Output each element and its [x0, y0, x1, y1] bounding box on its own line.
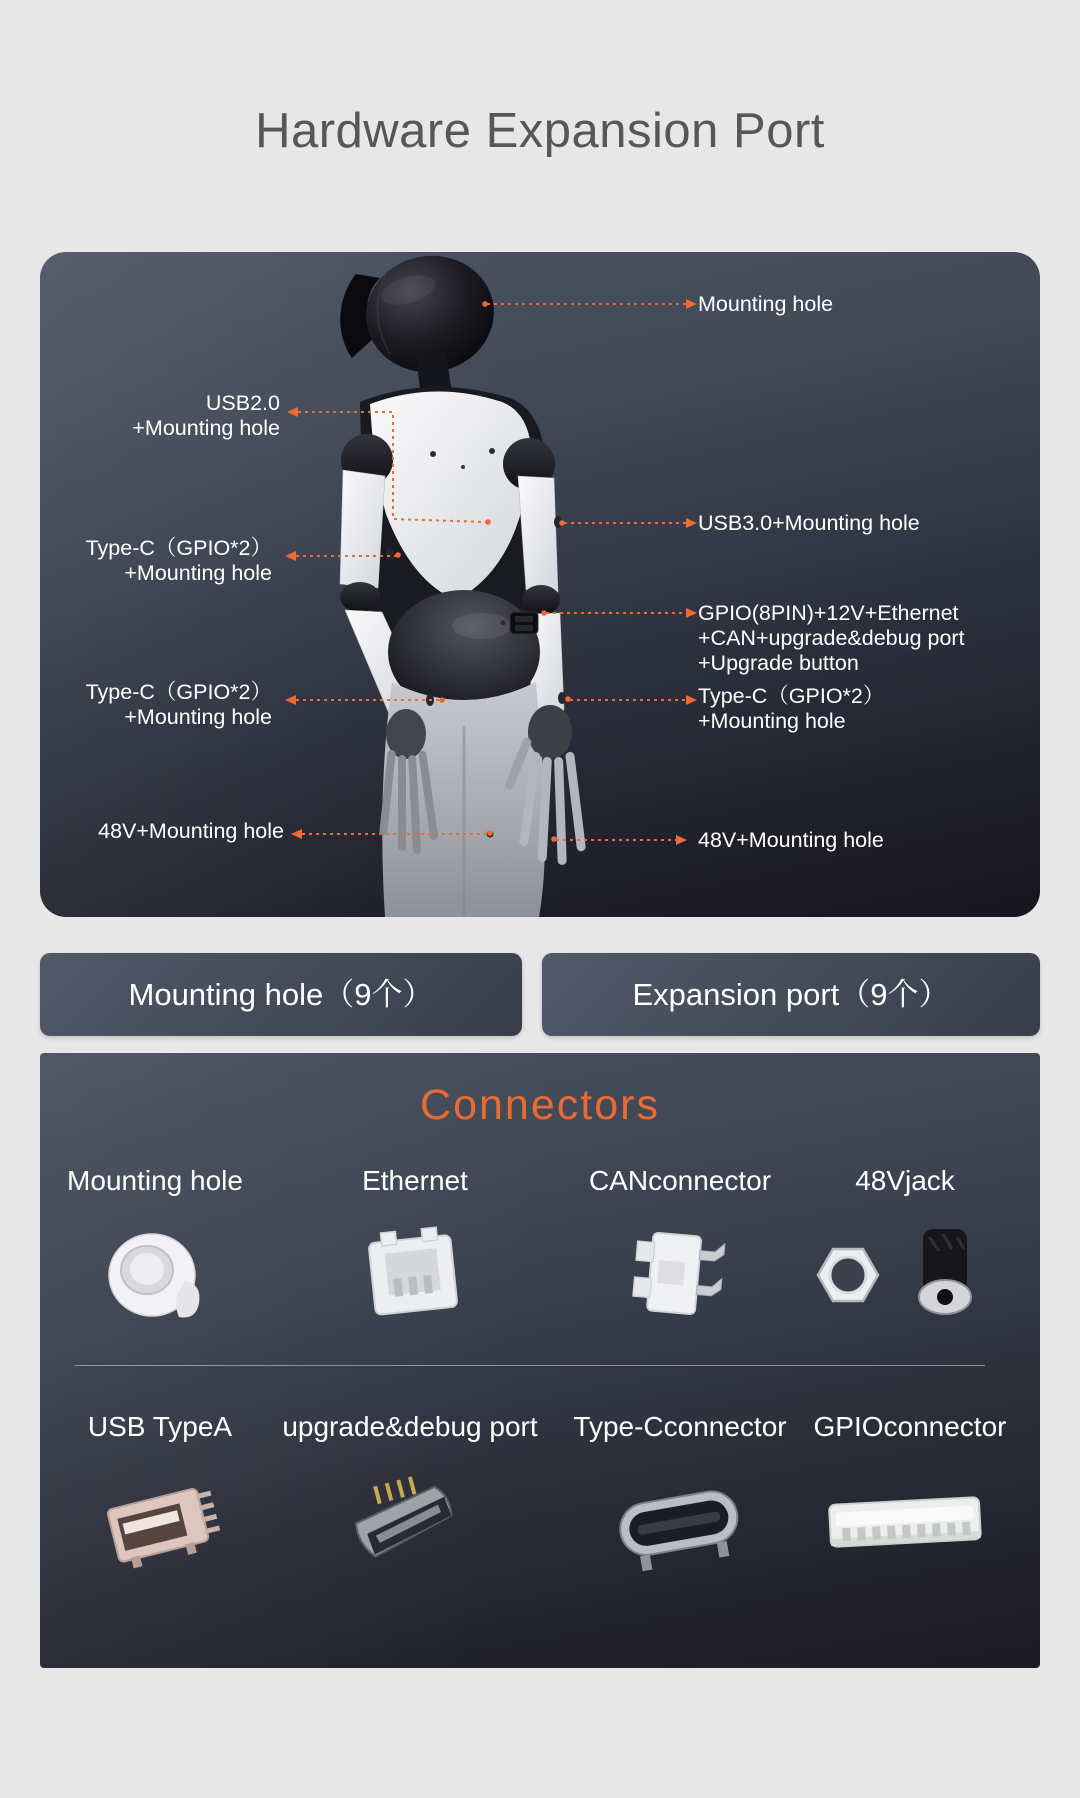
callout-typec-left-lower: Type-C（GPIO*2） +Mounting hole — [85, 680, 272, 729]
mounting-hole-grommet-photo — [97, 1225, 217, 1335]
connectors-title: Connectors — [420, 1081, 660, 1129]
arm-port — [386, 548, 394, 560]
callout-typec-right: Type-C（GPIO*2） +Mounting hole — [698, 684, 885, 733]
can-connector-photo — [620, 1221, 740, 1334]
robot-body — [340, 252, 586, 917]
label-upgrade-debug-port: upgrade&debug port — [282, 1411, 538, 1442]
callout-usb2: USB2.0 +Mounting hole — [132, 391, 280, 440]
ethernet-connector-photo — [347, 1221, 477, 1334]
label-ethernet: Ethernet — [362, 1165, 468, 1196]
callout-gpio: GPIO(8PIN)+12V+Ethernet +CAN+upgrade&debug port +Upgrade button — [698, 601, 965, 675]
mounting-hole-count-banner[interactable]: Mounting hole（9个） — [40, 953, 522, 1036]
label-48v-jack: 48Vjack — [855, 1165, 955, 1196]
page-title: Hardware Expansion Port — [255, 104, 825, 158]
callout-usb3: USB3.0+Mounting hole — [698, 511, 920, 535]
connectors-divider — [75, 1365, 985, 1366]
label-type-c-connector: Type-Cconnector — [573, 1411, 787, 1442]
type-c-connector-photo — [605, 1465, 755, 1588]
callout-48v-left: 48V+Mounting hole — [98, 819, 284, 843]
robot-diagram-panel — [40, 252, 1040, 917]
callout-mounting-hole-top: Mounting hole — [698, 292, 834, 316]
upgrade-debug-port-photo — [338, 1465, 478, 1588]
connectors-panel — [40, 1053, 1040, 1668]
gpio-connector-photo — [820, 1473, 990, 1578]
expansion-port-count-banner[interactable]: Expansion port（9个） — [542, 953, 1040, 1036]
label-can-connector: CANconnector — [588, 1165, 772, 1196]
callout-typec-left-upper: Type-C（GPIO*2） +Mounting hole — [85, 536, 272, 585]
48v-jack-photo — [810, 1223, 990, 1333]
callout-48v-right: 48V+Mounting hole — [698, 828, 884, 852]
label-gpio-connector: GPIOconnector — [813, 1411, 1007, 1442]
usb-type-a-photo — [94, 1468, 224, 1588]
label-mounting-hole: Mounting hole — [67, 1165, 243, 1196]
label-usb-type-a: USB TypeA — [87, 1411, 233, 1442]
arm-port — [558, 692, 566, 704]
